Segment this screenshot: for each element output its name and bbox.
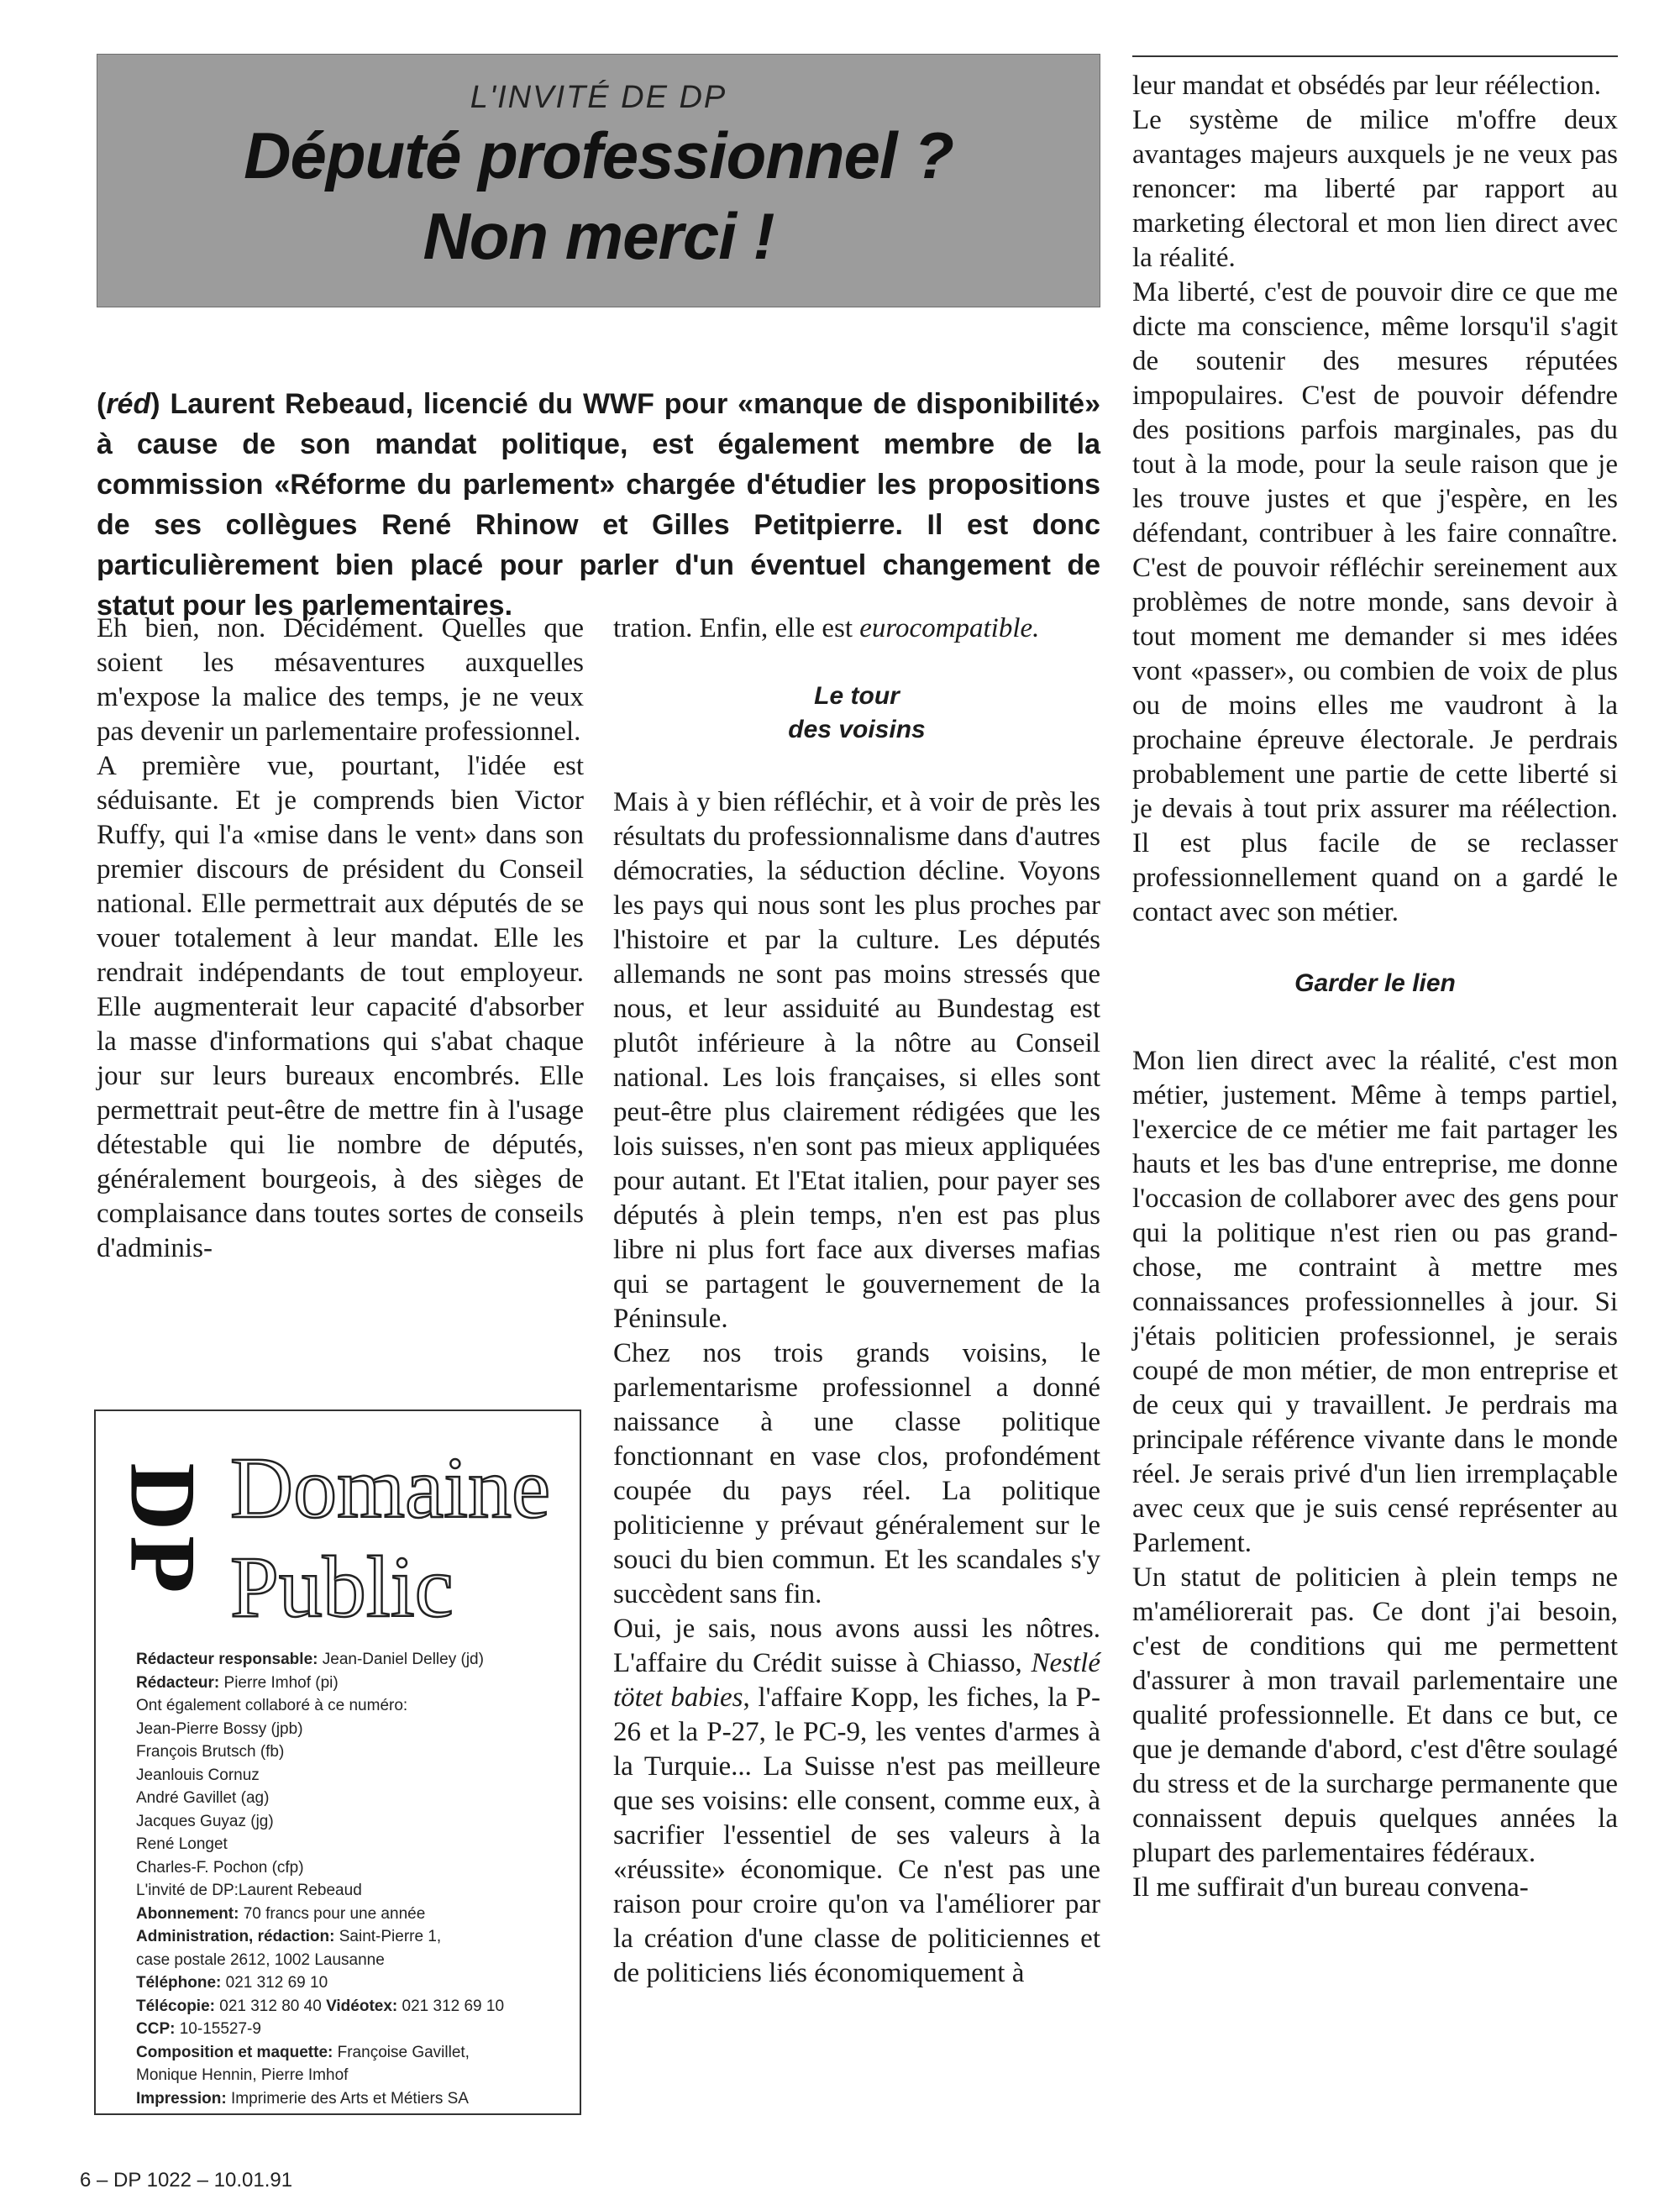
- masthead-line: [136, 1694, 573, 1718]
- subheading-line: Le tour: [814, 682, 900, 710]
- paragraph: leur mandat et obsédés par leur réélection.: [1132, 71, 1602, 101]
- masthead-line: [136, 1995, 573, 2018]
- paragraph-text: tration. Enfin, elle est: [613, 613, 853, 643]
- lead-tag: réd: [106, 388, 151, 420]
- masthead-line: [136, 2064, 573, 2087]
- masthead-value: Monique Hennin, Pierre Imhof: [136, 2066, 349, 2084]
- masthead-value: Saint-Pierre 1,: [339, 1928, 442, 1945]
- logo-word-public: Public: [230, 1539, 454, 1635]
- dp-logo-title: [230, 1433, 575, 1635]
- paragraph: Mon lien direct avec la réalité, c'est mon métier, justement. Même à temps partiel, l'exercice de ce métier me fait partager les hauts et les bas d'une entreprise, me donne l'occasion de collaborer avec des gens pour qui la politique n'est rien ou pas grand-chose, me contraint à mettre mes connaissances professionnelles à jour. Si j'étais politicien professionnel, je serais coupé de mon métier, de mon entreprise et de ceux qui y travaillent. Je perdrais ma principale référence vivante dans le monde réel. Je serais privé d'un lien irremplaçable avec ceux que je suis censé représenter au Parlement.: [1132, 1046, 1618, 1558]
- paragraph: Un statut de politicien à plein temps ne m'améliorerait pas. Ce dont j'ai besoin, c'est de conditions qui me permettent d'assurer à mon travail parlementaire une qualité professionnelle. Et dans ce but, ce que je demande d'abord, c'est d'être soulagé du stress et de la surcharge permanente que connaissent depuis quelques années la plupart des parlementaires fédéraux.: [1132, 1562, 1618, 1868]
- masthead-value: Pierre Imhof (pi): [223, 1673, 339, 1692]
- masthead-value: 021 312 69 10: [225, 1974, 328, 1992]
- paragraph: [613, 612, 1100, 646]
- lead-paragraph: (réd) Laurent Rebeaud, licencié du WWF pour «manque de disponibilité» à cause de son mandat politique, est également membre de la commission «Réforme du parlement» chargée d'étudier les propositions de ses collègues René Rhinow et Gilles Petitpierre. Il est donc particulièrement bien placé pour parler d'un éventuel changement de statut pour les parlementaires.: [97, 388, 1100, 622]
- masthead-label: Impression:: [136, 2089, 227, 2108]
- masthead-value: Jeanlouis Cornuz: [136, 1766, 260, 1784]
- masthead-line: [136, 1949, 573, 1972]
- paragraph: Eh bien, non. Décidément. Quelles que soient les mésaventures auxquelles m'expose la malice des temps, je ne veux pas devenir un parlementaire professionnel.: [97, 613, 584, 747]
- masthead-line: [136, 2018, 573, 2041]
- masthead-line: [136, 1648, 573, 1672]
- page-footer: 6 – DP 1022 – 10.01.91: [80, 2169, 293, 2192]
- paragraph-text: , l'affaire Kopp, les fiches, la P-26 et la P-27, le PC-9, les ventes d'armes à la Turquie... La Suisse n'est pas meilleure que ses voisins: elle consent, comme eux, à sacrifier l'essentiel de ses valeurs à la «réussite» économique. Ce n'est pas une raison pour croire qu'on va l'améliorer par la création d'une classe de politiciennes et de politiciens liés économiquement à: [613, 1682, 1100, 1988]
- masthead-line: [136, 1879, 573, 1903]
- paragraph: [613, 1612, 1100, 1991]
- paragraph: Le système de milice m'offre deux avantages majeurs auxquels je ne veux pas renoncer: ma liberté par rapport au marketing électoral et mon lien direct avec la réalité.: [1132, 105, 1618, 273]
- masthead-value: 70 francs pour une année: [243, 1904, 426, 1923]
- masthead-label: Téléphone:: [136, 1974, 222, 1992]
- masthead-value: 10-15527-9: [179, 2020, 261, 2038]
- article-column-3: [1132, 69, 1618, 1905]
- masthead-line: [136, 1764, 573, 1787]
- masthead-value: Charles-F. Pochon (cfp): [136, 1858, 304, 1877]
- subheading-line: des voisins: [788, 716, 926, 743]
- masthead-label: Rédacteur responsable:: [136, 1651, 318, 1668]
- masthead-line: [136, 1925, 573, 1949]
- kicker: L'INVITÉ DE DP: [470, 80, 727, 115]
- masthead-line: [136, 1971, 573, 1995]
- paragraph: Ma liberté, c'est de pouvoir dire ce que me dicte ma conscience, même lorsqu'il s'agit de soutenir des mesures réputées impopulaires. C'est de pouvoir défendre des positions parfois marginales, pas du tout à la mode, pour la seule raison que je les trouve justes et que j'espère, en les défendant, contribuer à les faire connaître. C'est de pouvoir réfléchir sereinement aux problèmes de notre monde, sans devoir à tout moment me demander si mes idées vont «passer», ou combien de voix de plus ou de moins elles me vaudront à la prochaine épreuve électorale. Je perdrais probablement une partie de cette liberté si je devais à tout prix assurer ma réélection. Il est plus facile de se reclasser professionnellement quand on a gardé le contact avec son métier.: [1132, 277, 1618, 927]
- paragraph: Mais à y bien réfléchir, et à voir de près les résultats du professionnalisme dans d'autres démocraties, la séduction décline. Voyons les pays qui nous sont les plus proches par l'histoire et par la culture. Les députés allemands ne sont pas moins stressés que nous, et leur assiduité au Bundestag est plutôt inférieure à la nôtre au Conseil national. Les lois françaises, si elles sont peut-être plus clairement rédigées que les lois suisses, n'en sont pas mieux appliquées pour autant. Et l'Etat italien, pour payer ses députés à plein temps, n'en est pas plus libre ni plus fort face aux diverses mafias qui se partagent le gouvernement de la Péninsule.: [613, 787, 1100, 1334]
- masthead-value: 021 312 69 10: [402, 1997, 505, 2015]
- masthead-value: André Gavillet (ag): [136, 1789, 270, 1807]
- masthead-label: Abonnement:: [136, 1904, 239, 1923]
- masthead-line: [136, 1903, 573, 1926]
- masthead-value: Ont également collaboré à ce numéro:: [136, 1697, 408, 1714]
- masthead-label: Télécopie:: [136, 1997, 215, 2015]
- masthead-value: Jean-Pierre Bossy (jpb): [136, 1719, 303, 1738]
- headline: [97, 115, 1100, 276]
- masthead-line: [136, 2041, 573, 2065]
- emphasis: eurocompatible.: [859, 613, 1040, 643]
- masthead-box: [94, 1409, 581, 2115]
- header-banner: [97, 54, 1100, 307]
- article-column-2: [613, 612, 1100, 1991]
- masthead-value: Jean-Daniel Delley (jd): [322, 1651, 484, 1668]
- masthead-line: [136, 1740, 573, 1764]
- masthead-line: [136, 1833, 573, 1856]
- article-column-1: [97, 612, 584, 1266]
- dp-logo-mark: [110, 1430, 215, 1631]
- lead-text: Laurent Rebeaud, licencié du WWF pour «manque de disponibilité» à cause de son mandat politique, est également membre de la commission «Réforme du parlement» chargée d'étudier les propositions de ses collègues René Rhinow et Gilles Petitpierre. Il est donc particulièrement bien placé pour parler d'un éventuel changement de statut pour les parlementaires.: [97, 388, 1100, 622]
- paragraph: Chez nos trois grands voisins, le parlementarisme professionnel a donné naissance à une classe politique fonctionnant en vase clos, profondément coupée du pays réel. La politique politicienne y prévaut généralement sur le souci du bien commun. Et les scandales s'y succèdent sans fin.: [613, 1338, 1100, 1609]
- column-rule: [1132, 55, 1618, 57]
- subheading: Garder le lien: [1294, 969, 1456, 997]
- paragraph: Il me suffirait d'un bureau convena-: [1132, 1872, 1529, 1903]
- logo-word-domaine: Domaine: [230, 1440, 551, 1536]
- masthead-line: [136, 1672, 573, 1695]
- masthead-line: [136, 1856, 573, 1880]
- masthead-value: 021 312 80 40: [219, 1997, 322, 2015]
- masthead-label: Vidéotex:: [326, 1997, 398, 2015]
- masthead-value: Françoise Gavillet,: [337, 2043, 470, 2061]
- masthead-line: [136, 2087, 573, 2111]
- masthead-line: [136, 1718, 573, 1741]
- masthead-line: [136, 1787, 573, 1810]
- masthead-label: Administration, rédaction:: [136, 1928, 335, 1945]
- emphasis: Nestlé tötet babies: [613, 1648, 1100, 1713]
- paragraph: A première vue, pourtant, l'idée est séduisante. Et je comprends bien Victor Ruffy, qui l'a «mise dans le vent» dans son premier discours de président du Conseil national. Elle permettrait aux députés de se vouer totalement à leur mandat. Elle les rendrait indépendants de tout employeur. Elle augmenterait leur capacité d'absorber la masse d'informations qui s'abat chaque jour sur leurs bureaux encombrés. Elle permettrait peut-être de mettre fin à l'usage détestable qui lie nombre de députés, généralement bourgeois, à des sièges de complaisance dans toutes sortes de conseils d'adminis-: [97, 751, 584, 1263]
- masthead-value: Imprimerie des Arts et Métiers SA: [230, 2089, 469, 2108]
- masthead-value: case postale 2612, 1002 Lausanne: [136, 1950, 385, 1969]
- masthead-value: René Longet: [136, 1835, 228, 1853]
- headline-line-1: Député professionnel ?: [244, 118, 953, 192]
- masthead-value: François Brutsch (fb): [136, 1743, 285, 1761]
- headline-line-2: Non merci !: [423, 199, 774, 273]
- logo-initials: DP: [110, 1462, 215, 1598]
- subheading: [613, 680, 1100, 747]
- masthead-label: Rédacteur:: [136, 1673, 220, 1692]
- masthead-value: L'invité de DP:Laurent Rebeaud: [136, 1882, 362, 1899]
- masthead-label: CCP:: [136, 2020, 176, 2038]
- masthead-credits: [136, 1648, 573, 2110]
- masthead-value: Jacques Guyaz (jg): [136, 1812, 274, 1830]
- masthead-line: [136, 1810, 573, 1834]
- masthead-label: Composition et maquette:: [136, 2043, 333, 2061]
- paragraph-text: Oui, je sais, nous avons aussi les nôtres. L'affaire du Crédit suisse à Chiasso,: [613, 1614, 1100, 1678]
